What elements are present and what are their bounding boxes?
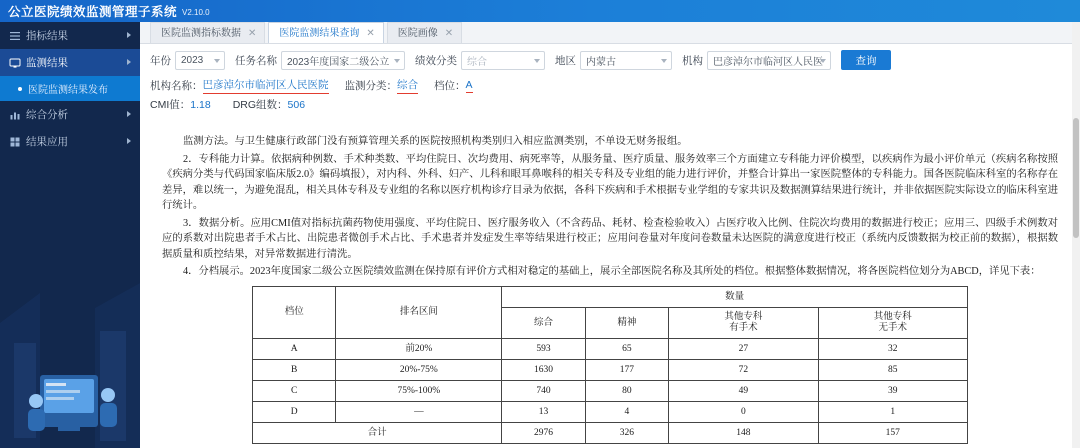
th-range: 排名区间 [336, 286, 502, 338]
category-select[interactable] [461, 51, 545, 70]
cell-range: 75%-100% [336, 380, 502, 401]
cell-value: 4 [585, 401, 668, 422]
cell-value: 0 [669, 401, 818, 422]
cell-range: 前20% [336, 338, 502, 359]
th-group-count: 数量 [502, 286, 968, 307]
chevron-down-icon [661, 59, 667, 63]
app-version: V2.10.0 [182, 8, 210, 17]
org-name-value: 巴彦淖尔市临河区人民医院 [203, 77, 329, 94]
region-select-value: 内蒙古 [586, 56, 616, 68]
bullet-icon [18, 87, 22, 91]
year-select-value: 2023 [181, 54, 204, 66]
vertical-scrollbar[interactable] [1072, 22, 1080, 448]
th-sub-other-surgical: 其他专科 有手术 [669, 307, 818, 338]
th-sub-comprehensive: 综合 [502, 307, 585, 338]
sidebar-subitem-医院监测结果发布[interactable] [0, 76, 140, 101]
cell-total-value: 2976 [502, 422, 585, 443]
org-name-label: 机构名称： [150, 80, 203, 92]
sidebar-item-label: 监测结果 [26, 57, 68, 69]
table-total-row [253, 422, 968, 443]
cell-total-value: 326 [585, 422, 668, 443]
cell-rank: D [253, 401, 336, 422]
category-select-value: 综合 [467, 56, 487, 68]
cell-value: 49 [669, 380, 818, 401]
tab-bar [140, 22, 1080, 44]
sidebar-item-label: 指标结果 [26, 30, 68, 42]
search-button[interactable]: 查询 [841, 50, 891, 70]
region-select[interactable] [580, 51, 672, 70]
tab-label: 医院监测指标数据 [161, 27, 241, 39]
document-body [140, 134, 1080, 448]
cell-rank: B [253, 359, 336, 380]
cell-total-label: 合计 [253, 422, 502, 443]
cell-value: 593 [502, 338, 585, 359]
cell-value: 72 [669, 359, 818, 380]
tab-label: 医院画像 [397, 27, 438, 39]
monitor-icon [9, 57, 21, 69]
sidebar-item-结果应用[interactable] [0, 128, 140, 155]
filter-label-year: 年份 [150, 54, 171, 67]
metrics-row [140, 97, 1080, 112]
cell-total-value: 148 [669, 422, 818, 443]
doc-paragraph-4: 4．分档展示。2023年度国家二级公立医院绩效监测在保持原有评价方式相对稳定的基础上，展示全部医院名称及其所处的档位。根据整体数据情况，将各医院档位划分为ABCD，详见下表： [183, 266, 1041, 277]
filter-row [150, 50, 1070, 70]
cell-rank: A [253, 338, 336, 359]
title-bar [0, 0, 1080, 22]
filter-label-task: 任务名称 [235, 54, 277, 67]
cell-value: 65 [585, 338, 668, 359]
org-info-row [140, 76, 1080, 94]
table-row [253, 401, 968, 422]
table-row [253, 359, 968, 380]
cell-value: 740 [502, 380, 585, 401]
sidebar-item-label: 综合分析 [26, 109, 68, 121]
cell-value: 32 [818, 338, 967, 359]
tab-医院画像[interactable] [387, 22, 462, 43]
level-label: 档位： [434, 80, 466, 92]
tab-医院监测指标数据[interactable] [150, 22, 265, 43]
apply-icon [9, 136, 21, 148]
sidebar [0, 22, 140, 448]
filter-bar [140, 44, 1080, 70]
close-icon[interactable]: ✕ [248, 27, 257, 39]
sidebar-item-监测结果[interactable] [0, 49, 140, 76]
org-select-value: 巴彦淖尔市临河区人民医 [713, 56, 823, 68]
th-sub-other-nonsurgical: 其他专科 无手术 [818, 307, 967, 338]
sidebar-illustration [0, 283, 140, 448]
table-row [253, 338, 968, 359]
th-rank: 档位 [253, 286, 336, 338]
list-icon [9, 30, 21, 42]
level-value: A [465, 78, 473, 91]
chevron-right-icon [127, 32, 131, 38]
drg-value: 506 [287, 99, 306, 111]
cell-value: 80 [585, 380, 668, 401]
chevron-down-icon [534, 59, 540, 63]
cell-range: — [336, 401, 502, 422]
sidebar-item-指标结果[interactable] [0, 22, 140, 49]
content-area [140, 22, 1080, 448]
chevron-down-icon [820, 59, 826, 63]
cell-value: 177 [585, 359, 668, 380]
cell-value: 1 [818, 401, 967, 422]
table-header-row-1 [253, 286, 968, 307]
rank-distribution-table [252, 286, 968, 444]
filter-label-region: 地区 [555, 54, 576, 67]
chevron-right-icon [127, 59, 131, 65]
cell-value: 13 [502, 401, 585, 422]
cmi-label: CMI值： [150, 99, 191, 111]
th-sub-psychiatry: 精神 [585, 307, 668, 338]
sidebar-item-label: 结果应用 [26, 136, 68, 148]
scrollbar-thumb[interactable] [1073, 118, 1079, 238]
org-select[interactable] [707, 51, 831, 70]
tab-label: 医院监测结果查询 [279, 27, 360, 39]
cell-value: 39 [818, 380, 967, 401]
monitor-class-value: 综合 [397, 77, 418, 94]
doc-paragraph-2: 2．专科能力计算。依据病种例数、手术种类数、平均住院日、次均费用、病死率等，从服务量、医疗质量、服务效率三个方面建立专科能力评价模型，以疾病作为最小评价单元（疾病名称按照《疾病分类与代码国家临床版2.0》编码填报），对内科、外科、妇产、儿科和眼耳鼻喉科的相关专科及专业组的能力进行评价，并整合计算出一家医院整体的专科能力。国各医院临床科室的名称存在差异，难以统一，为避免混乱，相关具体专科及专业组的名称以医疗机构诊疗目录为依据，各科下疾病和手术根据专业学组的专家共识及数据测算结果进行统计，并非依据医院实际设立的临床科室进行统计。 [162, 153, 1058, 211]
drg-metric [233, 97, 305, 112]
filter-label-org: 机构 [682, 54, 703, 67]
close-icon[interactable]: ✕ [444, 27, 454, 39]
chevron-right-icon [127, 111, 131, 117]
task-select[interactable] [281, 51, 405, 70]
year-select[interactable] [175, 51, 225, 70]
chart-icon [9, 109, 21, 121]
sidebar-item-综合分析[interactable] [0, 101, 140, 128]
cell-range: 20%-75% [336, 359, 502, 380]
cmi-metric [150, 97, 211, 112]
doc-paragraph-1: 监测方法。与卫生健康行政部门没有预算管理关系的医院按照机构类别归入相应监测类别，不单设无财务报组。 [183, 136, 688, 147]
app-title: 公立医院绩效监测管理子系统 [8, 5, 178, 19]
task-select-value: 2023年度国家二级公立 [287, 56, 390, 68]
table-row [253, 380, 968, 401]
monitor-class-label: 监测分类： [344, 80, 397, 92]
close-icon[interactable]: ✕ [366, 27, 375, 39]
drg-label: DRG组数： [232, 99, 288, 111]
chevron-down-icon [214, 59, 220, 63]
cell-value: 27 [669, 338, 818, 359]
sidebar-subitem-label: 医院监测结果发布 [28, 85, 108, 96]
cell-total-value: 157 [818, 422, 967, 443]
tab-医院监测结果查询[interactable] [268, 22, 383, 43]
cell-value: 1630 [502, 359, 585, 380]
chevron-down-icon [394, 59, 400, 63]
filter-label-category: 绩效分类 [415, 54, 457, 67]
cell-value: 85 [818, 359, 967, 380]
cell-rank: C [253, 380, 336, 401]
cmi-value: 1.18 [190, 99, 211, 111]
chevron-right-icon [127, 138, 131, 144]
doc-paragraph-3: 3．数据分析。应用CMI值对指标抗菌药物使用强度、平均住院日、医疗服务收入（不含药品、耗材、检查检验收入）占医疗收入比例、住院次均费用的数据进行校正；应用三、四级手术例数对应的系数对出院患者手术占比、出院患者微创手术占比、手术患者并发症发生率等结果进行校正；应用问卷量对年度问卷数量未达医院的满意度进行校正（系统内反馈数据为校正前的数据），根据数据质量和质控结果，对异常数据进行清洗。 [162, 217, 1058, 260]
